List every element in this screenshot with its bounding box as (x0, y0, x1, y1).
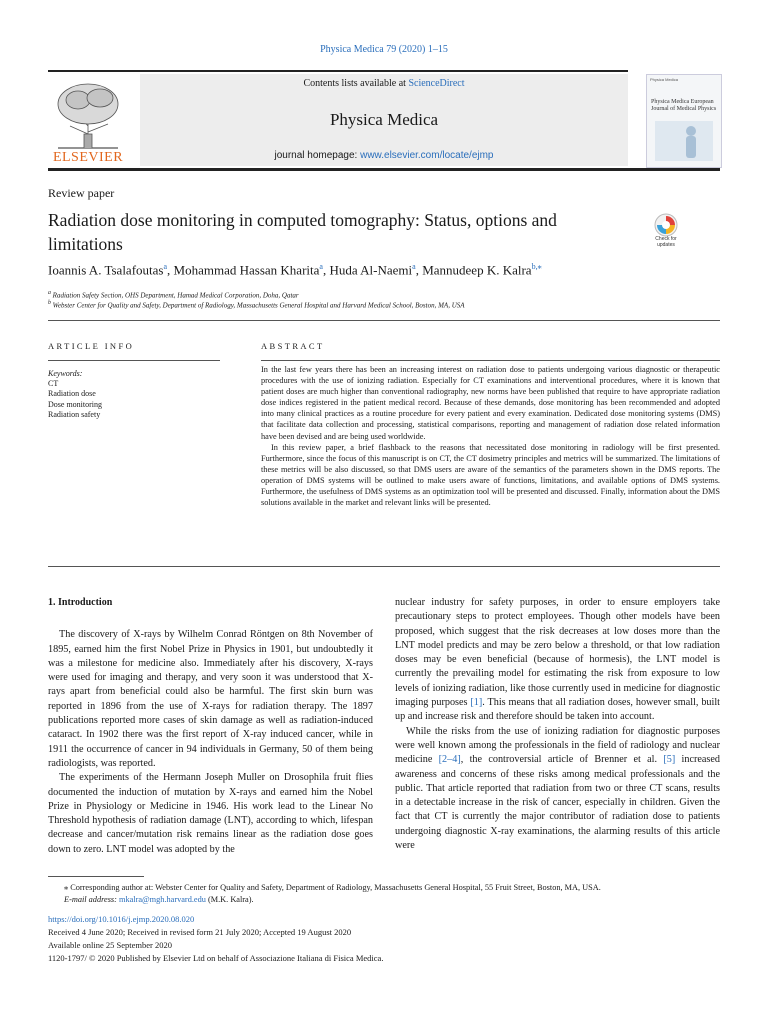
citation-link[interactable]: [2–4] (438, 754, 461, 766)
author-name[interactable]: Ioannis A. Tsalafoutas (48, 262, 164, 278)
email-line (48, 894, 728, 906)
affiliation-rule (48, 320, 720, 321)
abstract-paragraph: In the last few years there has been an increasing interest on radiation dose to patients undergoing various diagnostic or therapeutic procedures with the use of ionizing radiation. Especially for CT examinations and interventional procedures, where it is known that patient doses are much higher than conventional radiography, new norms have been published that require to have appropriate radiation dose indices registered in the patient medical record. Because of these demands, dose monitoring has been recommended and adopted into many clinical practices as a routine procedure for every patient and every examination. Dedicated dose monitoring systems (DMS) that facilitate data collection and processing, statistical comparisons, reporting and management of radiation dose related information have been devised and are being used worldwide. (261, 365, 720, 441)
contents-line (140, 78, 628, 89)
author-name[interactable]: Mannudeep K. Kalra (422, 262, 532, 278)
citation-link[interactable]: [1] (470, 697, 483, 709)
cover-figure-icon (655, 121, 713, 161)
author-affiliation-sup[interactable]: a (163, 262, 168, 271)
homepage-line (140, 150, 628, 161)
author-affiliation-sup[interactable]: b,⁎ (531, 262, 542, 271)
abstract-heading: ABSTRACT (261, 341, 325, 351)
journal-reference-link[interactable]: Physica Medica 79 (2020) 1–15 (320, 44, 448, 55)
affiliation-b-sup: b (48, 300, 51, 306)
citation-link[interactable]: [5] (663, 754, 676, 766)
author-affiliation-sup[interactable]: a (319, 262, 323, 271)
abstract-rule (261, 360, 720, 361)
keyword-item: Radiation safety (48, 409, 101, 419)
keywords-block (48, 369, 220, 420)
article-info-heading: ARTICLE INFO (48, 341, 135, 351)
body-paragraph (395, 596, 720, 725)
footnote-rule (48, 876, 144, 877)
body-column-right (395, 596, 720, 853)
author-separator: , (322, 262, 330, 278)
banner-top-rule (48, 70, 628, 72)
author-separator: , (415, 262, 423, 278)
email-label: E-mail address: (64, 894, 119, 904)
section-heading-introduction: 1. Introduction (48, 597, 113, 608)
body-text: . This means that all radiation doses, however small, built up and increase risk and therefore should be taken into account. (395, 697, 720, 723)
journal-cover-thumbnail[interactable] (646, 74, 722, 168)
author-list (48, 262, 728, 278)
body-paragraph: The experiments of the Hermann Joseph Muller on Drosophila fruit flies documented the induction of mutation by X-rays and earned him the Nobel Prize in Physiology or Medicine in 1946. His work lead to the Linear No Threshold hypothesis of radiation damage (LNT), according to which, lifespan decrease and cancer/mutation risk remains linear as the radiation dose goes down to zero. LNT model was adopted by the (48, 772, 373, 855)
affiliation-b (48, 300, 728, 309)
body-paragraph: The discovery of X-rays by Wilhelm Conrad Röntgen on 8th November of 1895, earned him the first Nobel Prize in Physics in 1901, but undoubtedly it was a milestone for medicine also. Immediately after his discovery, X-rays were used for imaging and therapy, and very soon it was understood that X-rays apart from beneficial could also be harmful. The first skin burn was reported in 1896 from the use of X-rays for radiation therapy. The 1897 publications reported more cases of skin damage as well as radiation-induced cataract. In 1902 there was the first report of X-ray induced cancer, while in 1911 the occurrence of cancer in 94 individuals in Germany, 50 of them being radiologists, was reported. (48, 629, 373, 769)
homepage-prefix: journal homepage: (274, 150, 361, 161)
affiliation-a-text: Radiation Safety Section, OHS Department, Hamad Medical Corporation, Doha, Qatar (52, 291, 299, 300)
email-suffix: (M.K. Kalra). (205, 894, 254, 904)
keywords-label: Keywords: (48, 369, 83, 378)
article-info-rule (48, 360, 220, 361)
sciencedirect-link[interactable]: ScienceDirect (408, 78, 465, 89)
abstract-text (261, 364, 720, 508)
cover-journal-name: Physica Medica (650, 77, 679, 82)
elsevier-wordmark: ELSEVIER (52, 150, 124, 165)
email-link[interactable]: mkalra@mgh.harvard.edu (119, 894, 206, 904)
body-text: While the risks from the use of ionizing radiation for diagnostic purposes were well known among the professionals in the field of radiology and nuclear medicine (395, 725, 720, 766)
keyword-item: CT (48, 379, 59, 389)
affiliation-a-sup: a (48, 290, 51, 296)
banner-bottom-rule (48, 168, 720, 171)
affiliation-a (48, 290, 728, 299)
crossmark-label[interactable]: Check for updates (655, 236, 677, 248)
journal-title: Physica Medica (329, 110, 439, 129)
homepage-link[interactable]: www.elsevier.com/locate/ejmp (360, 150, 494, 161)
received-dates: Received 4 June 2020; Received in revised form 21 July 2020; Accepted 19 August 2020 (48, 927, 352, 937)
author-name[interactable]: Mohammad Hassan Kharita (173, 262, 320, 278)
body-text: nuclear industry for safety purposes, in order to ensure employers take precautionary steps to protect employees. Though other models have been proposed, which suggest that the risk decreases at low doses more than the LNT model predicts and may be zero below a threshold, or that low radiation doses may be even beneficial (because of hormesis), the LNT model is currently the prevailing model for estimating the risk from exposure to low levels of ionizing radiation, like those currently used in medicine for diagnostic imaging purposes (395, 597, 720, 709)
abstract-bottom-rule (48, 566, 720, 567)
keyword-item: Dose monitoring (48, 399, 102, 409)
abstract-paragraph: In this review paper, a brief flashback to the reasons that necessitated dose monitoring in radiology will be first presented. Furthermore, since the focus of this manuscript is on CT, the CT dosimetry principles and metrics will be summarized. The limitations of these metrics will be also discussed, so that DMS users are aware of the semantics of the parameters shown in the DMS reports. The operation of DMS systems will be outlined to make users aware of functions, limitations, and available options of DMS systems. Furthermore, the usefulness of DMS systems as an optimization tool will be presented and discussed. Finally, information about the DMS solutions available in the market and relevant links will be presented. (261, 442, 720, 508)
author-affiliation-sup[interactable]: a (412, 262, 416, 271)
affiliation-b-text: Webster Center for Quality and Safety, Department of Radiology, Massachusetts General Hospital and Harvard Medical School, Boston, MA, USA (52, 301, 465, 310)
body-text: increased awareness and concerns of these risks among medical professionals and the public. That article reported that radiation from two or three CT scans, results in a detectable increase in the risk of cancer, especially in children. Given the fact that CT is currently the major contributor of radiation dose to patients undergoing diagnostic X-ray examinations, the alarming results of this article were (395, 754, 721, 852)
corresponding-author-footnote (48, 882, 728, 905)
body-paragraph (395, 725, 720, 854)
body-text: , the controversial article of Brenner et al. (460, 754, 664, 766)
cover-title: Physica Medica European Journal of Medical Physics (651, 99, 717, 112)
author-name[interactable]: Huda Al-Naemi (329, 262, 413, 278)
available-online-date: Available online 25 September 2020 (48, 940, 173, 950)
paper-title: Radiation dose monitoring in computed tomography: Status, options and limitations (48, 210, 557, 254)
copyright-line: 1120-1797/ © 2020 Published by Elsevier Ltd on behalf of Associazione Italiana di Fisica Medica. (48, 953, 384, 963)
keyword-item: Radiation dose (48, 389, 96, 399)
article-type: Review paper (48, 186, 115, 200)
author-separator: , (167, 262, 174, 278)
body-column-left (48, 596, 373, 857)
doi-link[interactable]: https://doi.org/10.1016/j.ejmp.2020.08.020 (48, 914, 195, 924)
corresponding-author-text: ⁎ Corresponding author at: Webster Center for Quality and Safety, Department of Radiology, Massachusetts General Hospital, 55 Fruit Street, Boston, MA, USA. (64, 883, 601, 892)
contents-prefix: Contents lists available at (303, 78, 409, 89)
